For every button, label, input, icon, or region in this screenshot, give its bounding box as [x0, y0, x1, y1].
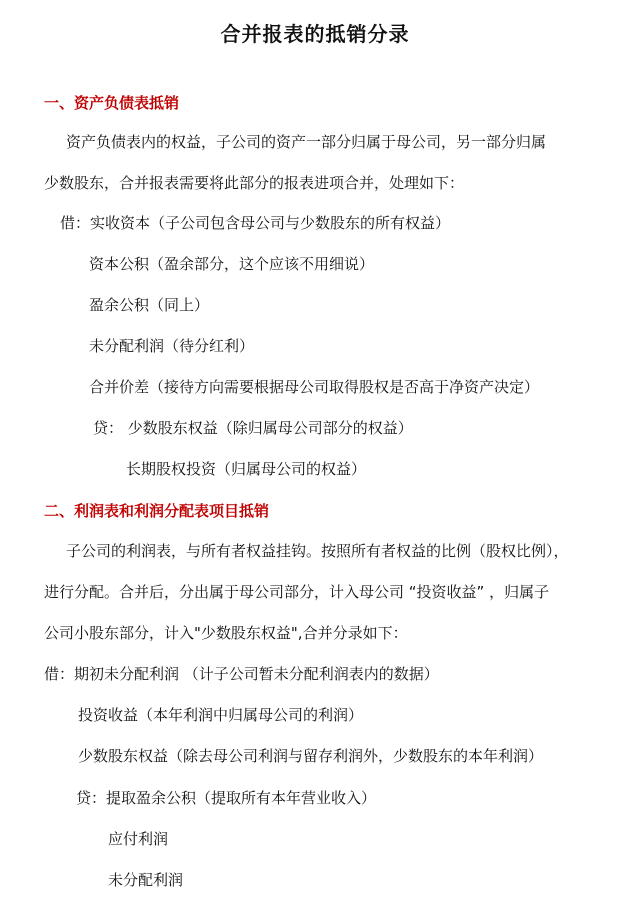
- page-title: 合并报表的抵销分录: [220, 22, 410, 46]
- journal-entry-long-term-equity-investment: 长期股权投资（归属母公司的权益）: [126, 460, 367, 478]
- journal-entry-credit-minority-interest: 贷： 少数股东权益（除归属母公司部分的权益）: [93, 419, 413, 437]
- section-1-paragraph-line-1: 资产负债表内的权益，子公司的资产一部分归属于母公司，另一部分归属: [66, 133, 547, 151]
- section-1-heading: 一、资产负债表抵销: [44, 94, 180, 112]
- section-1-paragraph-line-2: 少数股东，合并报表需要将此部分的报表进项合并，处理如下：: [44, 174, 465, 192]
- journal-entry-capital-reserve: 资本公积（盈余部分，这个应该不用细说）: [89, 255, 375, 273]
- section-2-paragraph-line-1: 子公司的利润表，与所有者权益挂钩。按照所有者权益的比例（股权比例），: [66, 542, 569, 560]
- journal-entry-debit-opening-undistributed-profit: 借：期初未分配利润 （计子公司暂未分配利润表内的数据）: [44, 665, 439, 683]
- section-2-paragraph-line-3: 公司小股东部分，计入"少数股东权益",合并分录如下：: [44, 624, 408, 642]
- journal-entry-investment-income: 投资收益（本年利润中归属母公司的利润）: [78, 706, 364, 724]
- journal-entry-debit-paid-in-capital: 借：实收资本（子公司包含母公司与少数股东的所有权益）: [60, 214, 451, 232]
- journal-entry-minority-interest: 少数股东权益（除去母公司利润与留存利润外，少数股东的本年利润）: [78, 747, 544, 765]
- journal-entry-consolidation-difference: 合并价差（接待方向需要根据母公司取得股权是否高于净资产决定）: [89, 378, 540, 396]
- journal-entry-undistributed-profit-2: 未分配利润: [108, 871, 184, 889]
- section-2-paragraph-line-2: 进行分配。合并后，分出属于母公司部分，计入母公司 “投资收益” ，归属子: [44, 583, 550, 601]
- journal-entry-surplus-reserve: 盈余公积（同上）: [89, 296, 210, 314]
- journal-entry-undistributed-profit: 未分配利润（待分红利）: [89, 337, 255, 355]
- section-2-heading: 二、利润表和利润分配表项目抵销: [44, 502, 270, 520]
- journal-entry-profit-payable: 应付利润: [108, 830, 169, 848]
- journal-entry-credit-surplus-reserve: 贷：提取盈余公积（提取所有本年营业收入）: [76, 789, 377, 807]
